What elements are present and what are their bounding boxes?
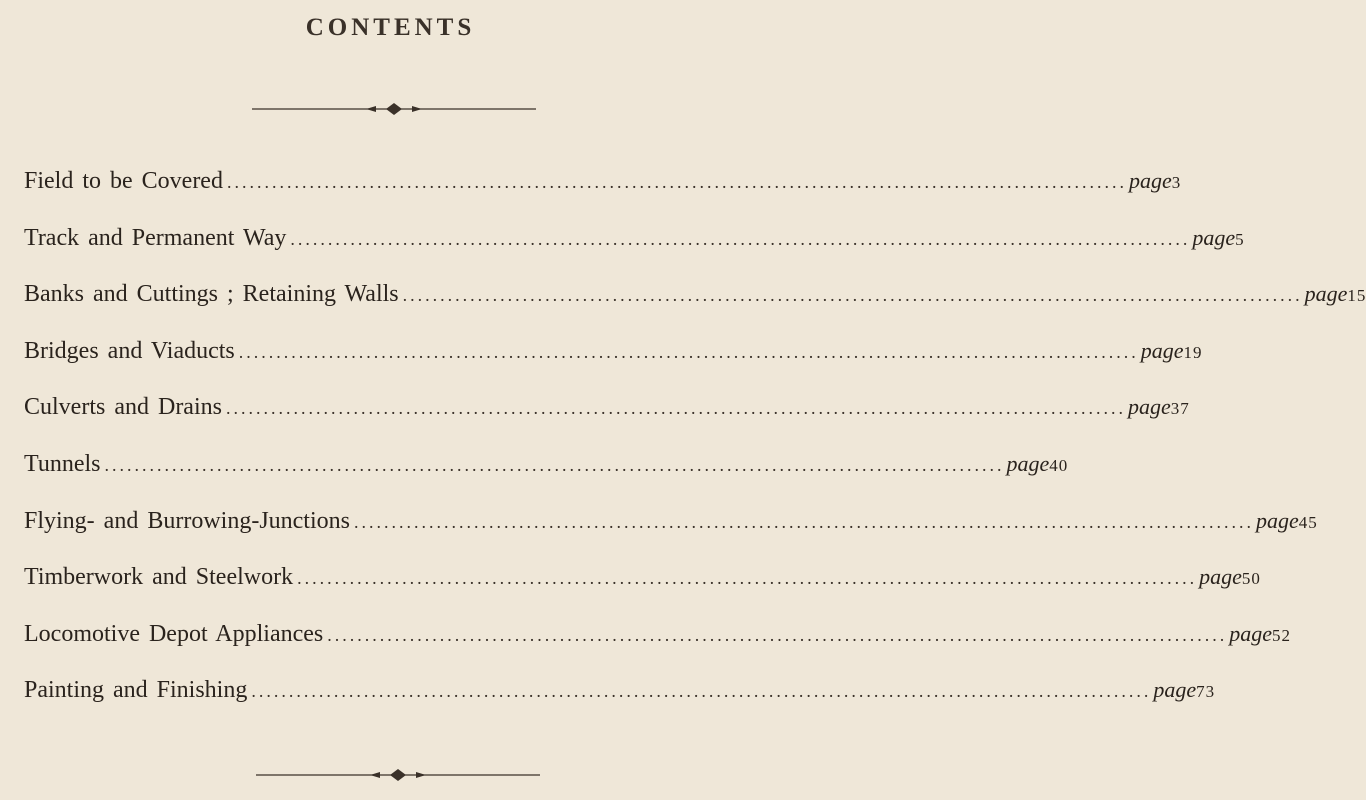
- page-number: 37: [1170, 399, 1190, 419]
- page-word: page: [1304, 281, 1348, 307]
- toc-entry-title: Timberwork and Steelwork: [24, 564, 294, 591]
- page-word: page: [1255, 507, 1299, 533]
- toc-entry-title: Flying- and Burrowing-Junctions: [24, 507, 350, 534]
- page-number: 40: [1049, 455, 1069, 475]
- toc-entry-title: Locomotive Depot Appliances: [24, 620, 324, 647]
- page-word: page: [1006, 450, 1050, 476]
- leader-dots: ........................................................................................................................: [353, 511, 1254, 532]
- page-number: 15: [1347, 286, 1366, 306]
- page-number: 19: [1183, 342, 1203, 362]
- page-number: 45: [1298, 512, 1318, 532]
- page-word: page: [1229, 620, 1273, 646]
- toc-entry[interactable]: [24, 564, 1261, 621]
- toc-entry-title: Culverts and Drains: [24, 394, 222, 421]
- toc-entry-title: Bridges and Viaducts: [24, 337, 235, 364]
- page-number: 3: [1171, 173, 1182, 192]
- page-word: page: [1140, 337, 1184, 363]
- page-word: page: [1127, 394, 1171, 420]
- leader-dots: ........................................................................................................................: [251, 681, 1152, 702]
- page-number: 52: [1272, 625, 1292, 645]
- page-number: 50: [1241, 569, 1261, 589]
- page-word: page: [1192, 224, 1236, 250]
- toc-entry-title: Field to be Covered: [24, 168, 223, 194]
- table-of-contents: [24, 168, 1366, 734]
- toc-entry[interactable]: [24, 507, 1318, 565]
- toc-entry[interactable]: [24, 620, 1292, 678]
- toc-entry-title: Banks and Cuttings ; Retaining Walls: [24, 281, 399, 308]
- page-title: CONTENTS: [305, 14, 476, 41]
- leader-dots: ........................................................................................................................: [225, 398, 1126, 419]
- page-number: 5: [1235, 229, 1245, 249]
- top-ornament-divider: [252, 102, 536, 116]
- bottom-ornament-divider: [256, 768, 540, 782]
- toc-entry-title: Track and Permanent Way: [24, 224, 287, 251]
- toc-entry[interactable]: [24, 394, 1190, 451]
- leader-dots: ........................................................................................................................: [290, 228, 1191, 249]
- leader-dots: ........................................................................................................................: [327, 624, 1228, 645]
- toc-entry[interactable]: [24, 677, 1216, 734]
- toc-entry[interactable]: [24, 450, 1069, 508]
- leader-dots: ........................................................................................................................: [297, 568, 1198, 589]
- leader-dots: ........................................................................................................................: [238, 341, 1139, 362]
- toc-entry[interactable]: [24, 168, 1182, 225]
- toc-entry[interactable]: [24, 224, 1245, 282]
- toc-entry[interactable]: [24, 281, 1366, 338]
- page-number: 73: [1196, 682, 1216, 702]
- page-word: page: [1128, 168, 1172, 193]
- leader-dots: ........................................................................................................................: [402, 285, 1303, 306]
- toc-entry-title: Painting and Finishing: [24, 677, 248, 704]
- toc-entry-title: Tunnels: [24, 450, 101, 477]
- page-word: page: [1199, 564, 1242, 590]
- page-word: page: [1153, 677, 1197, 703]
- leader-dots: ........................................................................................................................: [104, 454, 1005, 475]
- toc-entry[interactable]: [24, 337, 1203, 395]
- leader-dots: ........................................................................................................................: [226, 172, 1127, 192]
